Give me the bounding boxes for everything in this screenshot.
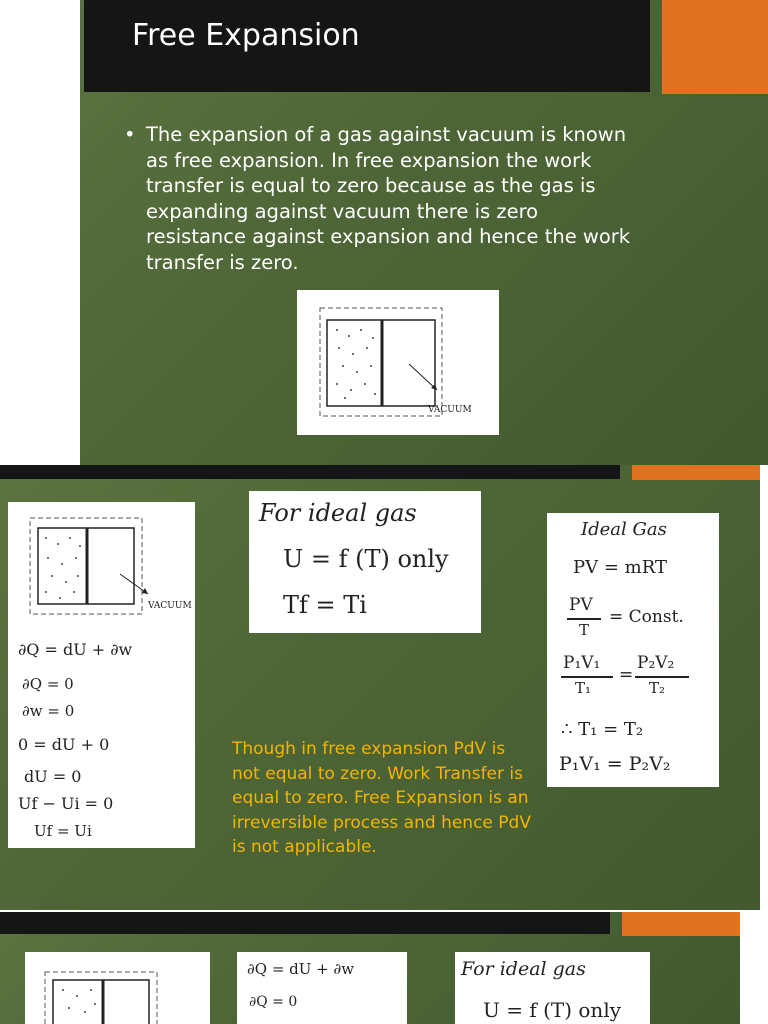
diagram-card xyxy=(25,952,210,1024)
equation-line: ∂Q = 0 xyxy=(249,994,298,1010)
equation-line: dU = 0 xyxy=(24,767,82,786)
orange-accent xyxy=(662,0,768,94)
card-heading: For ideal gas xyxy=(461,958,586,980)
diagram-svg xyxy=(297,290,499,435)
orange-accent xyxy=(632,465,760,480)
equation-line: U = f (T) only xyxy=(483,998,622,1022)
free-expansion-diagram xyxy=(297,290,499,435)
ideal-gas-card xyxy=(547,513,719,787)
title-bar xyxy=(0,912,610,934)
ideal-gas-energy-card xyxy=(455,952,650,1024)
fraction-numerator: P₁V₁ xyxy=(563,653,601,673)
fraction-numerator: P₂V₂ xyxy=(637,653,675,673)
slide-3 xyxy=(0,912,740,1024)
diagram-svg xyxy=(25,952,210,1024)
fraction-rhs: = Const. xyxy=(609,607,684,627)
slide-1 xyxy=(80,0,768,465)
bullet-list xyxy=(124,122,644,275)
equation-line: ∂Q = dU + ∂w xyxy=(18,640,133,659)
fraction-denominator: T₂ xyxy=(649,679,666,697)
fraction-bar xyxy=(567,618,601,620)
fraction-denominator: T xyxy=(579,621,590,639)
bullet-text: The expansion of a gas against vacuum is known as free expansion. In free expansion the work transfer is equal to zero because as the gas is expanding against vacuum there is zero resistance against expansion and hence the work transfer is zero. xyxy=(146,123,631,274)
equation-line: ∴ T₁ = T₂ xyxy=(561,719,644,740)
equation-line: ∂Q = 0 xyxy=(22,675,74,693)
left-derivation-card xyxy=(8,502,195,848)
note-text: Though in free expansion PdV is not equal to zero. Work Transfer is equal to zero. Free Expansion is an irreversible process and hence PdV is not applicable. xyxy=(232,739,531,857)
equation-line: Tf = Ti xyxy=(283,591,367,619)
title-bar xyxy=(0,465,620,479)
vacuum-label: VACUUM xyxy=(428,405,472,415)
diagram-svg xyxy=(8,502,195,622)
equation-line: Uf − Ui = 0 xyxy=(18,794,114,813)
vacuum-label: VACUUM xyxy=(148,601,192,611)
fraction-denominator: T₁ xyxy=(575,679,592,697)
card-heading: For ideal gas xyxy=(259,499,417,527)
slide-2 xyxy=(0,465,760,910)
equation-line: PV = mRT xyxy=(573,557,667,578)
equation-line: P₁V₁ = P₂V₂ xyxy=(559,753,671,775)
bullet-dot: • xyxy=(124,123,136,146)
equation-line: 0 = dU + 0 xyxy=(18,735,110,754)
fraction-numerator: PV xyxy=(569,595,593,615)
fraction-bar xyxy=(635,676,689,678)
fraction-bar xyxy=(561,676,613,678)
equation-line: U = f (T) only xyxy=(283,545,449,573)
card-heading: Ideal Gas xyxy=(581,519,667,540)
ideal-gas-energy-card xyxy=(249,491,481,633)
orange-accent xyxy=(622,912,740,936)
equation-line: ∂w = 0 xyxy=(22,702,75,720)
equation-line: ∂Q = dU + ∂w xyxy=(247,960,355,978)
derivation-card xyxy=(237,952,407,1024)
equation-line: Uf = Ui xyxy=(34,822,92,840)
fraction-equals: = xyxy=(619,665,634,685)
slide-title: Free Expansion xyxy=(132,18,360,53)
